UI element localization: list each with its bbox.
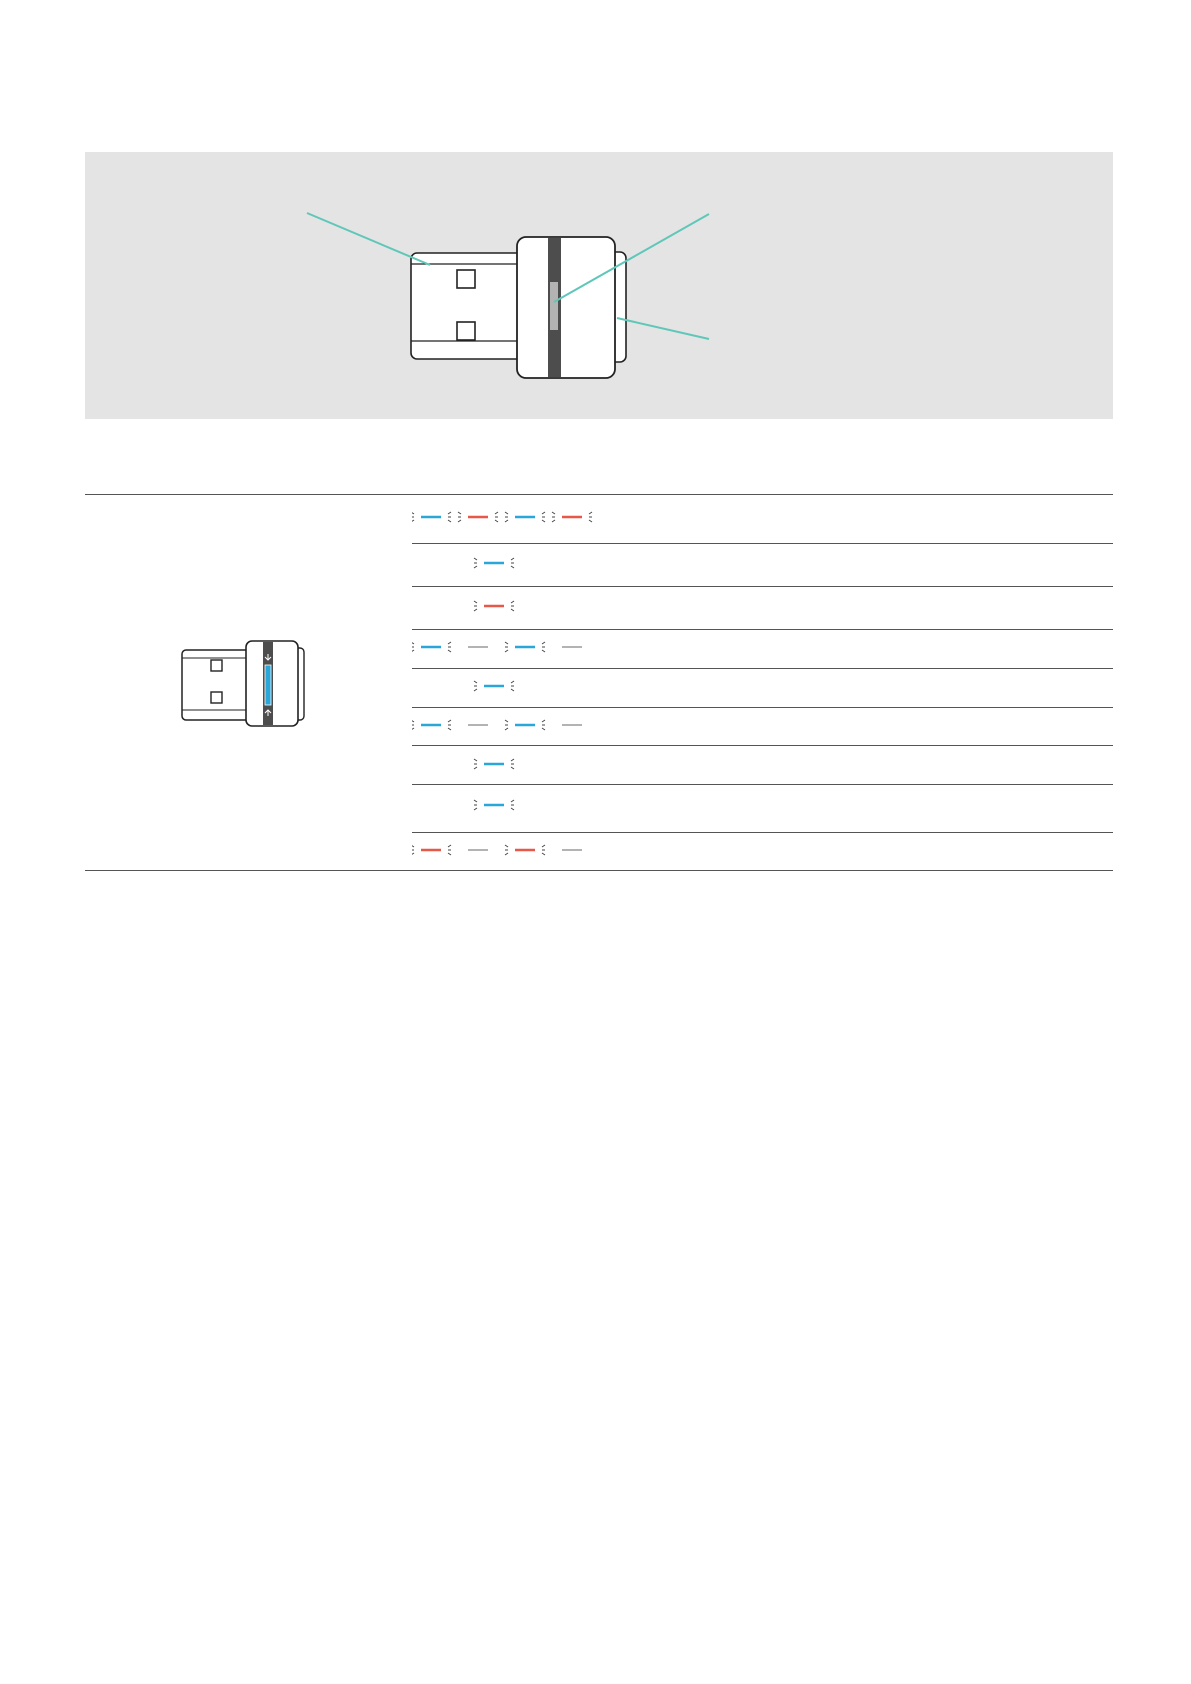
led-flash-spark-icon bbox=[505, 845, 508, 847]
led-flash-spark-icon bbox=[505, 650, 508, 652]
led-pattern-row bbox=[412, 840, 632, 860]
led-indicator-blue bbox=[265, 665, 271, 705]
led-flash-spark-icon bbox=[511, 759, 514, 761]
led-flash-spark-icon bbox=[448, 642, 451, 644]
led-flash-spark-icon bbox=[448, 845, 451, 847]
led-signal-blue-flash bbox=[412, 512, 451, 522]
led-flash-spark-icon bbox=[542, 853, 545, 855]
usb-plug-hole bbox=[211, 692, 222, 703]
led-flash-spark-icon bbox=[474, 800, 477, 802]
led-signal-blue-flash bbox=[505, 642, 545, 652]
row-divider bbox=[412, 832, 1113, 833]
led-flash-spark-icon bbox=[458, 520, 461, 522]
row-divider bbox=[412, 668, 1113, 669]
led-flash-spark-icon bbox=[448, 520, 451, 522]
table-top-rule bbox=[85, 494, 1113, 495]
led-pattern-graphic bbox=[412, 507, 632, 527]
led-flash-spark-icon bbox=[511, 800, 514, 802]
led-signal-blue-flash bbox=[474, 759, 514, 769]
led-signal-red-flash bbox=[458, 512, 498, 522]
led-flash-spark-icon bbox=[505, 720, 508, 722]
led-signal-blue-flash bbox=[474, 558, 514, 568]
row-divider bbox=[412, 707, 1113, 708]
led-pattern-graphic bbox=[412, 553, 632, 573]
usb-plug-hole-bottom bbox=[457, 322, 475, 340]
led-pattern-graphic bbox=[412, 637, 632, 657]
led-signal-red-flash bbox=[505, 845, 545, 855]
led-flash-spark-icon bbox=[448, 720, 451, 722]
led-flash-spark-icon bbox=[511, 689, 514, 691]
led-flash-spark-icon bbox=[474, 808, 477, 810]
led-flash-spark-icon bbox=[505, 642, 508, 644]
row-divider bbox=[412, 586, 1113, 587]
led-flash-spark-icon bbox=[511, 808, 514, 810]
led-pattern-row bbox=[412, 795, 632, 815]
led-flash-spark-icon bbox=[589, 512, 592, 514]
led-flash-spark-icon bbox=[511, 601, 514, 603]
led-flash-spark-icon bbox=[412, 720, 414, 722]
led-flash-spark-icon bbox=[448, 853, 451, 855]
led-pattern-row bbox=[412, 637, 632, 657]
led-flash-spark-icon bbox=[511, 767, 514, 769]
led-flash-spark-icon bbox=[495, 512, 498, 514]
led-pattern-graphic bbox=[412, 676, 632, 696]
dongle-body bbox=[517, 237, 615, 378]
led-flash-spark-icon bbox=[505, 853, 508, 855]
led-flash-spark-icon bbox=[412, 642, 414, 644]
led-pattern-graphic bbox=[412, 596, 632, 616]
led-signal-red-flash bbox=[412, 845, 451, 855]
led-flash-spark-icon bbox=[412, 728, 414, 730]
led-signal-blue-flash bbox=[474, 681, 514, 691]
led-flash-spark-icon bbox=[542, 720, 545, 722]
led-signal-blue-flash bbox=[505, 512, 545, 522]
usb-dongle-illustration bbox=[85, 152, 1113, 419]
led-flash-spark-icon bbox=[511, 566, 514, 568]
led-flash-spark-icon bbox=[511, 558, 514, 560]
led-flash-spark-icon bbox=[412, 520, 414, 522]
row-divider bbox=[412, 784, 1113, 785]
row-divider bbox=[412, 543, 1113, 544]
led-pattern-row bbox=[412, 553, 632, 573]
led-flash-spark-icon bbox=[448, 728, 451, 730]
led-flash-spark-icon bbox=[474, 601, 477, 603]
led-pattern-row bbox=[412, 754, 632, 774]
led-flash-spark-icon bbox=[505, 520, 508, 522]
led-flash-spark-icon bbox=[511, 681, 514, 683]
led-flash-spark-icon bbox=[474, 609, 477, 611]
led-signal-blue-flash bbox=[412, 642, 451, 652]
table-bottom-rule bbox=[85, 870, 1113, 871]
callout-line-body bbox=[617, 318, 709, 339]
led-signal-blue-flash bbox=[412, 720, 451, 730]
led-flash-spark-icon bbox=[552, 520, 555, 522]
led-flash-spark-icon bbox=[511, 609, 514, 611]
led-flash-spark-icon bbox=[474, 681, 477, 683]
led-signal-red-flash bbox=[474, 601, 514, 611]
callout-line-usb-plug bbox=[307, 213, 430, 265]
led-flash-spark-icon bbox=[412, 853, 414, 855]
led-pattern-row bbox=[412, 676, 632, 696]
led-flash-spark-icon bbox=[412, 650, 414, 652]
led-flash-spark-icon bbox=[542, 845, 545, 847]
led-flash-spark-icon bbox=[589, 520, 592, 522]
led-pattern-row bbox=[412, 596, 632, 616]
led-flash-spark-icon bbox=[542, 642, 545, 644]
led-pattern-row bbox=[412, 715, 632, 735]
led-signal-blue-flash bbox=[474, 800, 514, 810]
led-flash-spark-icon bbox=[412, 845, 414, 847]
led-pattern-row bbox=[412, 507, 632, 527]
led-flash-spark-icon bbox=[412, 512, 414, 514]
led-flash-spark-icon bbox=[474, 759, 477, 761]
led-flash-spark-icon bbox=[542, 520, 545, 522]
led-flash-spark-icon bbox=[505, 728, 508, 730]
led-flash-spark-icon bbox=[474, 689, 477, 691]
usb-plug-outline bbox=[411, 253, 526, 359]
led-flash-spark-icon bbox=[495, 520, 498, 522]
led-pattern-graphic bbox=[412, 754, 632, 774]
led-pattern-graphic bbox=[412, 715, 632, 735]
led-pattern-graphic bbox=[412, 795, 632, 815]
led-flash-spark-icon bbox=[505, 512, 508, 514]
led-flash-spark-icon bbox=[474, 558, 477, 560]
led-flash-spark-icon bbox=[552, 512, 555, 514]
dongle-led-active-illustration bbox=[180, 640, 310, 735]
led-flash-spark-icon bbox=[474, 767, 477, 769]
led-signal-blue-flash bbox=[505, 720, 545, 730]
led-flash-spark-icon bbox=[448, 650, 451, 652]
led-signal-red-flash bbox=[552, 512, 592, 522]
row-divider bbox=[412, 629, 1113, 630]
led-flash-spark-icon bbox=[542, 728, 545, 730]
led-indicator bbox=[550, 282, 558, 330]
led-flash-spark-icon bbox=[474, 566, 477, 568]
usb-plug-hole-top bbox=[457, 270, 475, 288]
usb-plug-hole bbox=[211, 660, 222, 671]
led-flash-spark-icon bbox=[458, 512, 461, 514]
dongle-illustration-panel bbox=[85, 152, 1113, 419]
row-divider bbox=[412, 745, 1113, 746]
led-pattern-graphic bbox=[412, 840, 632, 860]
led-flash-spark-icon bbox=[448, 512, 451, 514]
led-flash-spark-icon bbox=[542, 650, 545, 652]
led-flash-spark-icon bbox=[542, 512, 545, 514]
